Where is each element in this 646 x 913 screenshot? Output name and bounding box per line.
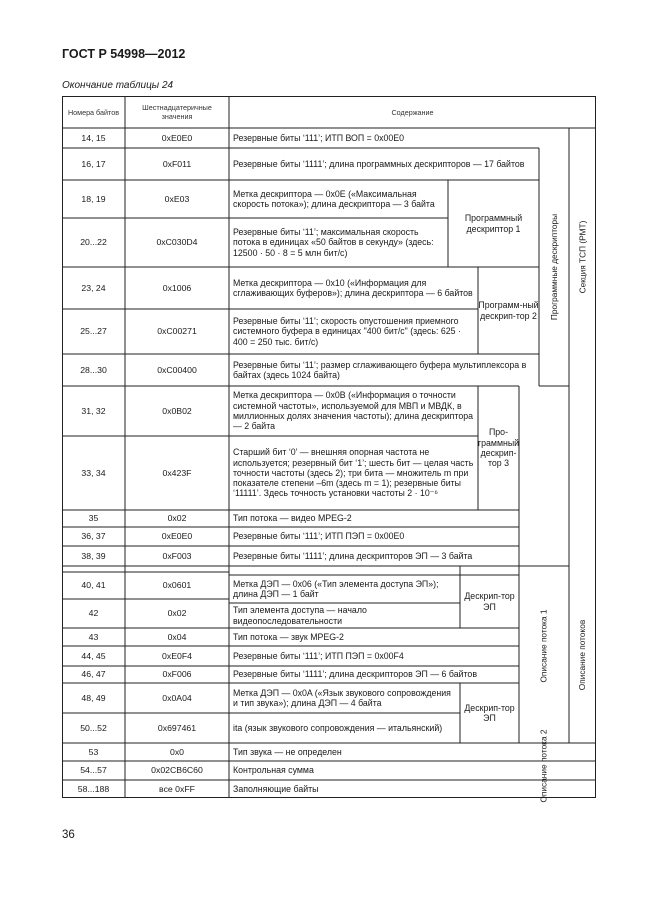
row-bytes: 28...30	[80, 364, 107, 375]
row-description: Резервные биты ‘111’; ИТП ПЭП = 0x00E0	[233, 531, 405, 542]
column-header-content: Содержание	[391, 107, 434, 117]
column-header-bytes: Номера байтов	[67, 107, 120, 117]
group-ep-descriptor-2: Дескрип-тор ЭП	[464, 702, 515, 723]
row-description: Резервные биты ‘1111’; длина дескрипторов ЭП — 6 байтов	[233, 669, 477, 680]
column-header-hex: Шестнадцатеричные значения	[142, 103, 212, 121]
row-hex-value: 0x0601	[162, 580, 192, 591]
group-streams: Описание потоков	[577, 619, 588, 690]
table-caption: Окончание таблицы 24	[62, 80, 174, 91]
row-hex-value: 0x0	[169, 746, 184, 757]
row-bytes: 25...27	[80, 326, 107, 337]
row-description: Тип звука — не определен	[233, 746, 342, 757]
row-description: Метка ДЭП — 0x06 («Тип элемента доступа ЭП»); длина ДЭП — 1 байт	[233, 578, 439, 599]
row-description: Резервные биты ‘11’; скорость опустошения приемного системного буфера в единицах "400 бит/с" (здесь: 625 · 400 = 250 тыс. бит/с)	[233, 316, 461, 347]
group-stream-1: Описание потока 1	[539, 609, 550, 683]
row-hex-value: 0x02	[167, 608, 187, 619]
row-hex-value: 0xC00271	[157, 326, 197, 337]
row-bytes: 50...52	[80, 722, 107, 733]
row-bytes: 58...188	[77, 783, 110, 794]
row-hex-value: 0x1006	[162, 282, 192, 293]
row-hex-value: 0xC00400	[157, 364, 197, 375]
row-hex-value: все 0xFF	[159, 783, 195, 794]
group-program-descriptor-3: Про-граммный дескрип-тор 3	[477, 427, 520, 469]
row-description: Метка ДЭП — 0x0A («Язык звукового сопровождения и тип звука»); длина ДЭП — 4 байта	[233, 687, 451, 708]
row-description: Резервные биты ‘11’; максимальная скорость потока в единицах «50 байтов в секунду» (здесь: 12500 · 50 · 8 = 5 млн бит/с)	[233, 227, 434, 258]
document-standard-title: ГОСТ Р 54998—2012	[62, 47, 186, 61]
row-description: Резервные биты ‘11’; размер сглаживающего буфера мультиплексора в байтах (здесь 1024 байта)	[233, 359, 527, 380]
row-description: Резервные биты ‘111’; ИТП ВОП = 0x00E0	[233, 132, 405, 143]
row-description: Резервные биты ‘1111’; длина дескрипторов ЭП — 3 байта	[233, 550, 473, 561]
row-bytes: 16, 17	[81, 158, 106, 169]
row-hex-value: 0xE03	[164, 193, 190, 204]
row-bytes: 33, 34	[81, 467, 106, 478]
row-bytes: 42	[88, 608, 99, 619]
row-hex-value: 0x0B02	[162, 405, 192, 416]
row-description: Метка дескриптора — 0x0B («Информация о точности системной частоты», используемой для МВП и МВДК, в миллионных долях значения частоты); длина дескриптора — 2 байта	[233, 390, 474, 432]
row-bytes: 14, 15	[81, 132, 106, 143]
data-table	[62, 96, 596, 803]
row-bytes: 31, 32	[81, 405, 106, 416]
row-bytes: 20...22	[80, 237, 107, 248]
row-description: Метка дескриптора — 0x0E («Максимальная скорость потока»); длина дескриптора — 3 байта	[233, 188, 435, 209]
row-bytes: 40, 41	[81, 580, 106, 591]
row-bytes: 36, 37	[81, 531, 106, 542]
row-hex-value: 0x697461	[157, 722, 197, 733]
row-bytes: 44, 45	[81, 650, 106, 661]
row-hex-value: 0xF006	[162, 669, 192, 680]
row-bytes: 43	[88, 631, 99, 642]
row-bytes: 54...57	[80, 765, 107, 776]
row-hex-value: 0xF011	[162, 158, 192, 169]
row-description: Тип элемента доступа — начало видеопоследовательности	[233, 605, 367, 626]
row-hex-value: 0xF003	[162, 550, 192, 561]
group-stream-2: Описание потока 2	[539, 729, 550, 803]
row-bytes: 23, 24	[81, 282, 106, 293]
row-description: ita (язык звукового сопровождения — итальянский)	[233, 722, 443, 733]
row-description: Контрольная сумма	[233, 765, 314, 776]
row-description: Тип потока — звук MPEG-2	[233, 631, 344, 642]
row-hex-value: 0xE0F4	[162, 650, 192, 661]
group-program-descriptor-1: Программный дескриптор 1	[464, 213, 523, 234]
row-bytes: 38, 39	[81, 550, 106, 561]
row-bytes: 53	[88, 746, 99, 757]
row-description: Заполняющие байты	[233, 783, 319, 794]
row-description: Резервные биты ‘1111’; длина программных дескрипторов — 17 байтов	[233, 158, 525, 169]
row-bytes: 48, 49	[81, 692, 106, 703]
group-ep-descriptor-1: Дескрип-тор ЭП	[464, 591, 515, 612]
group-program-descriptors: Программные дескрипторы	[549, 213, 560, 321]
row-bytes: 35	[88, 513, 99, 524]
row-hex-value: 0xC030D4	[156, 237, 198, 248]
row-description: Старший бит ‘0’ — внешняя опорная частота не используется; резервный бит ‘1’; шесть бит — целая часть точности частоты (здесь 2); три бита — множитель m при показателе степени –6m (здесь m = 1); резервные биты ‘11111’. Здесь точность установки частоты 2 · 10⁻⁶	[233, 447, 474, 499]
row-description: Метка дескриптора — 0x10 («Информация для сглаживающих буферов»); длина дескриптора — 6 байтов	[233, 277, 473, 298]
group-program-descriptor-2: Программ-ный дескрип-тор 2	[478, 300, 539, 321]
row-hex-value: 0x0A04	[162, 692, 192, 703]
row-hex-value: 0x04	[167, 631, 187, 642]
group-pmt-section: Секция ТСП (PMT)	[577, 220, 588, 294]
row-description: Тип потока — видео MPEG-2	[233, 513, 352, 524]
row-description: Резервные биты ‘111’; ИТП ПЭП = 0x00F4	[233, 650, 404, 661]
row-bytes: 46, 47	[81, 669, 106, 680]
page-number: 36	[62, 829, 75, 841]
row-hex-value: 0x02CB6C60	[151, 765, 203, 776]
row-bytes: 18, 19	[81, 193, 106, 204]
row-hex-value: 0x02	[167, 513, 187, 524]
row-hex-value: 0xE0E0	[161, 132, 193, 143]
row-hex-value: 0xE0E0	[161, 531, 193, 542]
row-hex-value: 0x423F	[162, 467, 192, 478]
